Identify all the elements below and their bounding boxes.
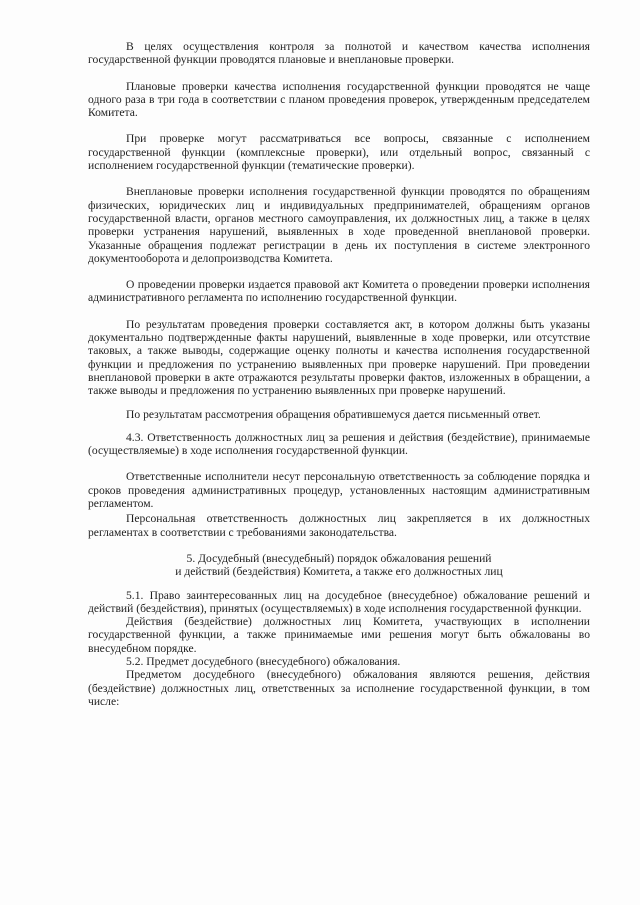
paragraph-personal-responsibility: Ответственные исполнители несут персональную ответственность за соблюдение порядка и сроков проведения административных процедур, установленных настоящим административным регламентом. <box>88 470 590 511</box>
paragraph-control-purpose: В целях осуществления контроля за полнотой и качеством качества исполнения государственной функции проводятся плановые и внеплановые проверки. <box>88 40 590 67</box>
section-heading-line-2: и действий (бездействия) Комитета, а также его должностных лиц <box>175 565 503 579</box>
section-heading-line-1: 5. Досудебный (внесудебный) порядок обжалования решений <box>186 551 492 565</box>
paragraph-official-regulations: Персональная ответственность должностных лиц закрепляется в их должностных регламентах в соответствии с требованиями законодательства. <box>88 512 590 539</box>
paragraph-legal-act: О проведении проверки издается правовой акт Комитета о проведении проверки исполнения административного регламента по исполнению государственной функции. <box>88 278 590 305</box>
paragraph-5-1: 5.1. Право заинтересованных лиц на досудебное (внесудебное) обжалование решений и действий (бездействия), принятых (осуществляемых) в ходе исполнения государственной функции. <box>88 588 590 615</box>
document-body <box>88 40 590 708</box>
section-5-heading <box>88 552 590 579</box>
paragraph-4-3: 4.3. Ответственность должностных лиц за решения и действия (бездействие), принимаемые (осуществляемые) в ходе исполнения государственной функции. <box>88 430 590 458</box>
paragraph-appeal-subject: Предметом досудебного (внесудебного) обжалования являются решения, действия (бездействие) должностных лиц, ответственных за исполнение государственной функции, в том числе: <box>88 668 590 708</box>
paragraph-unplanned-checks: Внеплановые проверки исполнения государственной функции проводятся по обращениям физических, юридических лиц и индивидуальных предпринимателей, обращениям органов государственной власти, органов местного самоуправления, их должностных лиц, а также в целях проверки устранения нарушений, выявленных в ходе проведенной внеплановой проверки. Указанные обращения подлежат регистрации в день их поступления в системе электронного документооборота и делопроизводства Комитета. <box>88 185 590 265</box>
paragraph-5-2: 5.2. Предмет досудебного (внесудебного) обжалования. <box>126 654 401 668</box>
paragraph-planned-checks: Плановые проверки качества исполнения государственной функции проводятся не чаще одного раза в три года в соответствии с планом проведения проверок, утвержденным председателем Комитета. <box>88 79 590 120</box>
paragraph-written-answer: По результатам рассмотрения обращения обратившемуся дается письменный ответ. <box>126 407 541 421</box>
paragraph-appeal-actions: Действия (бездействие) должностных лиц Комитета, участвующих в исполнении государственной функции, а также принимаемые ими решения могут быть обжалованы во внесудебном порядке. <box>88 615 590 655</box>
paragraph-check-results: По результатам проведения проверки составляется акт, в котором должны быть указаны документально подтвержденные факты нарушений, выявленные в ходе проверки, или отсутствие таковых, а также выводы, содержащие оценку полноты и качества исполнения государственной функции и предложения по устранению выявленных при проверке нарушений. При проведении внеплановой проверки в акте отражаются результаты проверки фактов, изложенных в обращении, а также выводы и предложения по устранению выявленных при проверке нарушений. <box>88 317 590 398</box>
paragraph-check-scope: При проверке могут рассматриваться все вопросы, связанные с исполнением государственной функции (комплексные проверки), или отдельный вопрос, связанный с исполнением государственной функции (тематические проверки). <box>88 132 590 173</box>
